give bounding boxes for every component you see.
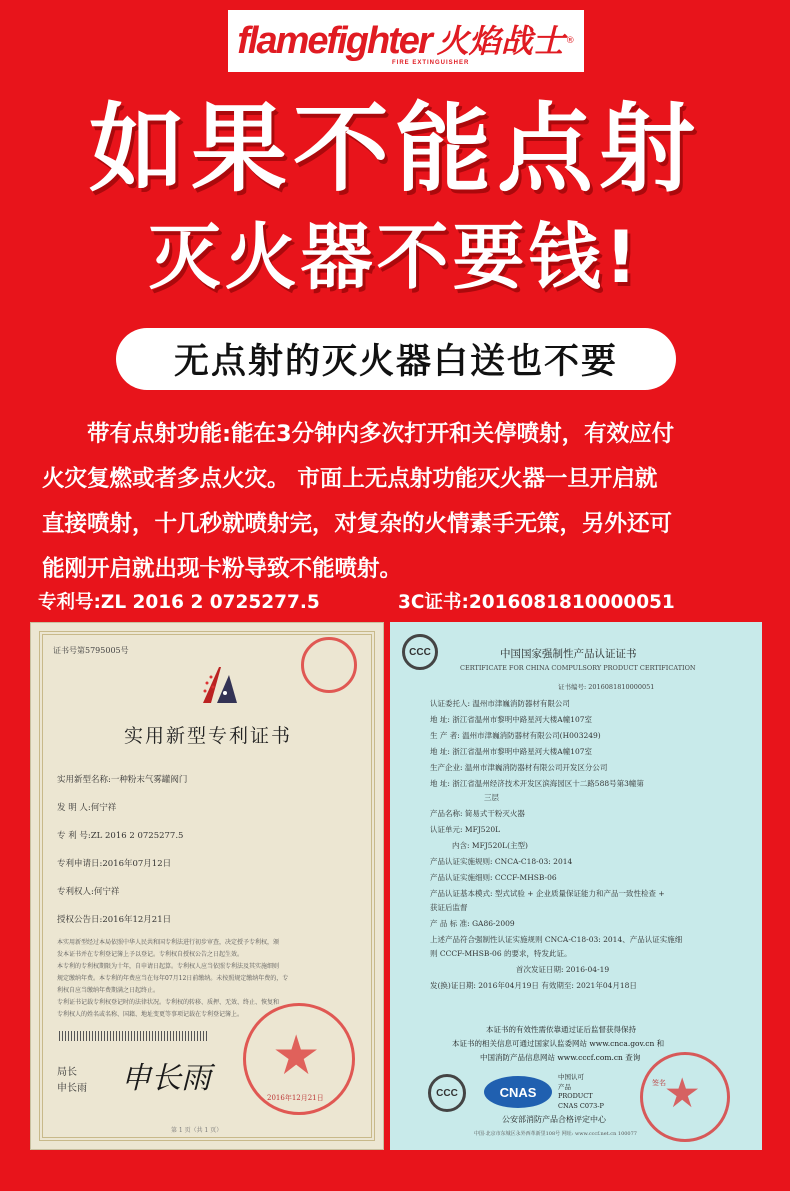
director-name-label: 申长雨: [57, 1083, 87, 1094]
ccc-row: 认证委托人: 温州市津巍消防器材有限公司: [430, 699, 570, 708]
ccc-note: 本证书的有效性需依靠通过证后监督获得保持: [486, 1025, 636, 1034]
patent-row: 专利申请日:2016年07月12日: [57, 859, 172, 869]
director-label: 局长: [57, 1067, 77, 1078]
cnas-line: 中国认可: [558, 1073, 584, 1081]
ccc-row: 地 址: 浙江省温州经济技术开发区滨海园区十二路588号第3幢第: [430, 779, 644, 788]
ccc-sign-label: 签名: [652, 1079, 666, 1087]
description-line: 直接喷射，十几秒就喷射完，对复杂的火情素手无策，另外还可: [42, 511, 673, 537]
headline-pill: 无点射的灭火器白送也不要: [116, 328, 676, 390]
ccc-row: 产品名称: 简易式干粉灭火器: [430, 809, 525, 818]
cnas-line: PRODUCT: [558, 1092, 593, 1100]
ccc-logo-icon: CCC: [428, 1074, 466, 1112]
ccc-title-cn: 中国国家强制性产品认证证书: [500, 648, 637, 660]
ccc-footer: 中国·北京市东城区永外西革新里108号 网址: www.cccf.net.cn 100077: [474, 1131, 637, 1137]
patent-row: 发 明 人:何宁祥: [57, 803, 117, 813]
patent-row: 实用新型名称:一种粉末气雾罐阀门: [57, 775, 188, 785]
patent-serial: 证书号第5795005号: [53, 646, 129, 655]
patent-body-line: 本实用新型经过本局依照中华人民共和国专利法进行初步审查，决定授予专利权，颁: [57, 939, 280, 946]
barcode: [59, 1031, 209, 1041]
director-signature: 申长雨: [121, 1061, 211, 1096]
page-number: 第 1 页（共 1 页）: [171, 1127, 223, 1134]
ccc-row: 生 产 者: 温州市津巍消防器材有限公司(H003249): [430, 731, 601, 740]
ccc-row: 地 址: 浙江省温州市黎明中路星河大楼A幢107室: [430, 715, 593, 724]
ccc-row: 产品认证基本模式: 型式试验 + 企业质量保证能力和产品一致性检查 +: [430, 889, 665, 898]
ccc-number: 3C证书:2016081810000051: [398, 592, 675, 613]
cnas-line: 产品: [558, 1083, 571, 1091]
ccc-note: 中国消防产品信息网站 www.cccf.com.cn 查询: [480, 1053, 641, 1062]
patent-body-line: 专利权人的姓名或名称、国籍、地址变更等事项记载在专利登记簿上。: [57, 1011, 244, 1018]
patent-row: 专 利 号:ZL 2016 2 0725277.5: [57, 831, 184, 841]
ccc-mark-icon: CCC: [402, 634, 438, 670]
ccc-note: 本证书的相关信息可通过国家认监委网站 www.cnca.gov.cn 和: [452, 1039, 665, 1048]
registered-mark: ®: [565, 36, 575, 46]
patent-body-line: 发本证书并在专利登记簿上予以登记。专利权自授权公告之日起生效。: [57, 951, 244, 958]
patent-body-line: 规定缴纳年费。本专利的年费应当在每年07月12日前缴纳。未按照规定缴纳年费的，专: [57, 975, 289, 982]
patent-body-line: 本专利的专利权期限为十年，自申请日起算。专利权人应当依照专利法及其实施细则: [57, 963, 280, 970]
brand-name-en: flamefighter: [237, 20, 431, 62]
ccc-cert-number: 证书编号: 2016081810000051: [558, 683, 655, 691]
ccc-row: 首次发证日期: 2016-04-19: [516, 965, 610, 974]
cnas-line: CNAS C073-P: [558, 1102, 604, 1110]
description-line: 火灾复燃或者多点火灾。 市面上无点射功能灭火器一旦开启就: [42, 466, 658, 492]
brand-tagline: FIRE EXTINGUISHER: [392, 60, 470, 66]
headline-line2: 灭火器不要钱!: [148, 215, 642, 299]
headline-line1: 如果不能点射: [89, 93, 701, 205]
ccc-row: 产品认证实施规则: CNCA-C18-03: 2014: [430, 857, 573, 866]
ccc-row: 地 址: 浙江省温州市黎明中路星河大楼A幢107室: [430, 747, 593, 756]
ccc-certificate: [390, 622, 762, 1150]
patent-number: 专利号:ZL 2016 2 0725277.5: [38, 592, 320, 613]
ccc-row: 三层: [484, 793, 499, 802]
description-line: 带有点射功能:能在3分钟内多次打开和关停喷射，有效应付: [87, 421, 675, 447]
ccc-row: 内含: MFJ520L(主型): [452, 841, 528, 850]
ccc-seal: [640, 1052, 730, 1142]
patent-certificate: [30, 622, 384, 1150]
seal-date: 2016年12月21日: [267, 1094, 324, 1102]
ccc-row: 认证单元: MFJ520L: [430, 825, 501, 834]
description-line: 能刚开启就出现卡粉导致不能喷射。: [42, 556, 403, 582]
ccc-row: 产 品 标 准: GA86-2009: [430, 919, 515, 928]
ccc-row: 产品认证实施细则: CCCF-MHSB-06: [430, 873, 557, 882]
ccc-row: 生产企业: 温州市津巍消防器材有限公司开发区分公司: [430, 763, 608, 772]
ccc-row: 则 CCCF-MHSB-06 的要求，特发此证。: [430, 949, 572, 958]
ccc-row: 获证后监督: [430, 903, 468, 912]
patent-body-line: 专利证书记载专利权登记时的法律状况。专利权的转移、质押、无效、终止、恢复和: [57, 999, 280, 1006]
ccc-row: 上述产品符合强制性认证实施规则 CNCA-C18-03: 2014、产品认证实施细: [430, 935, 683, 944]
ccc-title-en: CERTIFICATE FOR CHINA COMPULSORY PRODUCT CERTIFICATION: [460, 664, 696, 672]
patent-row: 专利权人:何宁祥: [57, 887, 120, 897]
description: [42, 412, 754, 592]
patent-row: 授权公告日:2016年12月21日: [57, 915, 172, 925]
corner-stamp: [301, 637, 357, 693]
seal-star-icon: [643, 1055, 727, 1139]
brand-name-cn: 火焰战士: [436, 22, 565, 60]
patent-cert-title: 实用新型专利证书: [123, 725, 292, 747]
ccc-center-name: 公安部消防产品合格评定中心: [502, 1115, 606, 1124]
ccc-row: 发(换)证日期: 2016年04月19日 有效期至: 2021年04月18日: [430, 981, 637, 990]
sipo-logo-icon: [197, 663, 243, 709]
patent-body-line: 利权自应当缴纳年费期满之日起终止。: [57, 987, 160, 994]
cnas-logo-icon: CNAS: [484, 1076, 552, 1108]
